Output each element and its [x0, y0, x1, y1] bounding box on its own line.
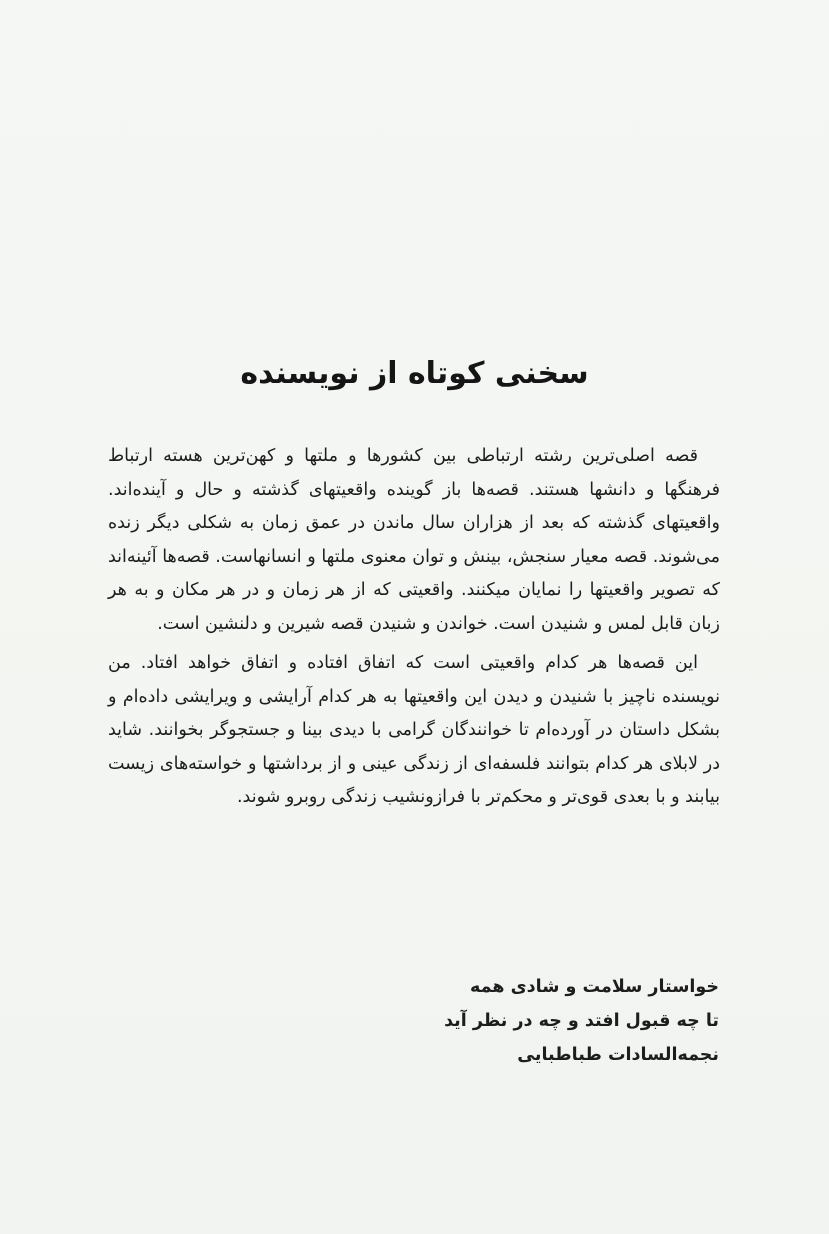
paragraph-2: این قصه‌ها هر کدام واقعیتی است که اتفاق افتاده و اتفاق خواهد افتاد. من نویسنده ناچیز با شنیدن و دیدن این واقعیتها به هر کدام آرایشی و ویرایشی داده‌ام و بشکل داستان در آورده‌ام تا خوانندگان گرامی با دیدی بینا و جستجوگر بخوانند. شاید در لابلای هر کدام بتوانند فلسفه‌ای از زندگی عینی و از برداشتها و خواسته‌های زیست بیابند و با بعدی قوی‌تر و محکم‌تر با فرازونشیب زندگی روبرو شوند.: [108, 653, 720, 807]
paragraph-1: قصه اصلی‌ترین رشته ارتباطی بین کشورها و ملتها و کهن‌ترین هسته ارتباط فرهنگها و دانشها هستند. قصه‌ها باز گوینده واقعیتهای گذشته و حال و آینده‌اند. واقعیتهای گذشته که بعد از هزاران سال ماندن در عمق زمان به شکلی دیگر زنده می‌شوند. قصه معیار سنجش، بینش و توان معنوی ملتها و انسانهاست. قصه‌ها آئینه‌اند که تصویر واقعیتها را نمایان میکنند. واقعیتی که از هر زمان و در هر مکان و به هر زبان قابل لمس و شنیدن است. خواندن و شنیدن قصه شیرین و دلنشین است.: [108, 446, 720, 634]
author-name: نجمه‌السادات طباطبایی: [517, 1045, 719, 1065]
closing-signature: [319, 970, 719, 1072]
closing-line-1: خواستار سلامت و شادی همه: [470, 977, 719, 997]
closing-line-2: تا چه قبول افتد و چه در نظر آید: [444, 1011, 719, 1031]
body-text: [108, 440, 720, 821]
page-title: سخنی کوتاه از نویسنده: [240, 356, 589, 391]
